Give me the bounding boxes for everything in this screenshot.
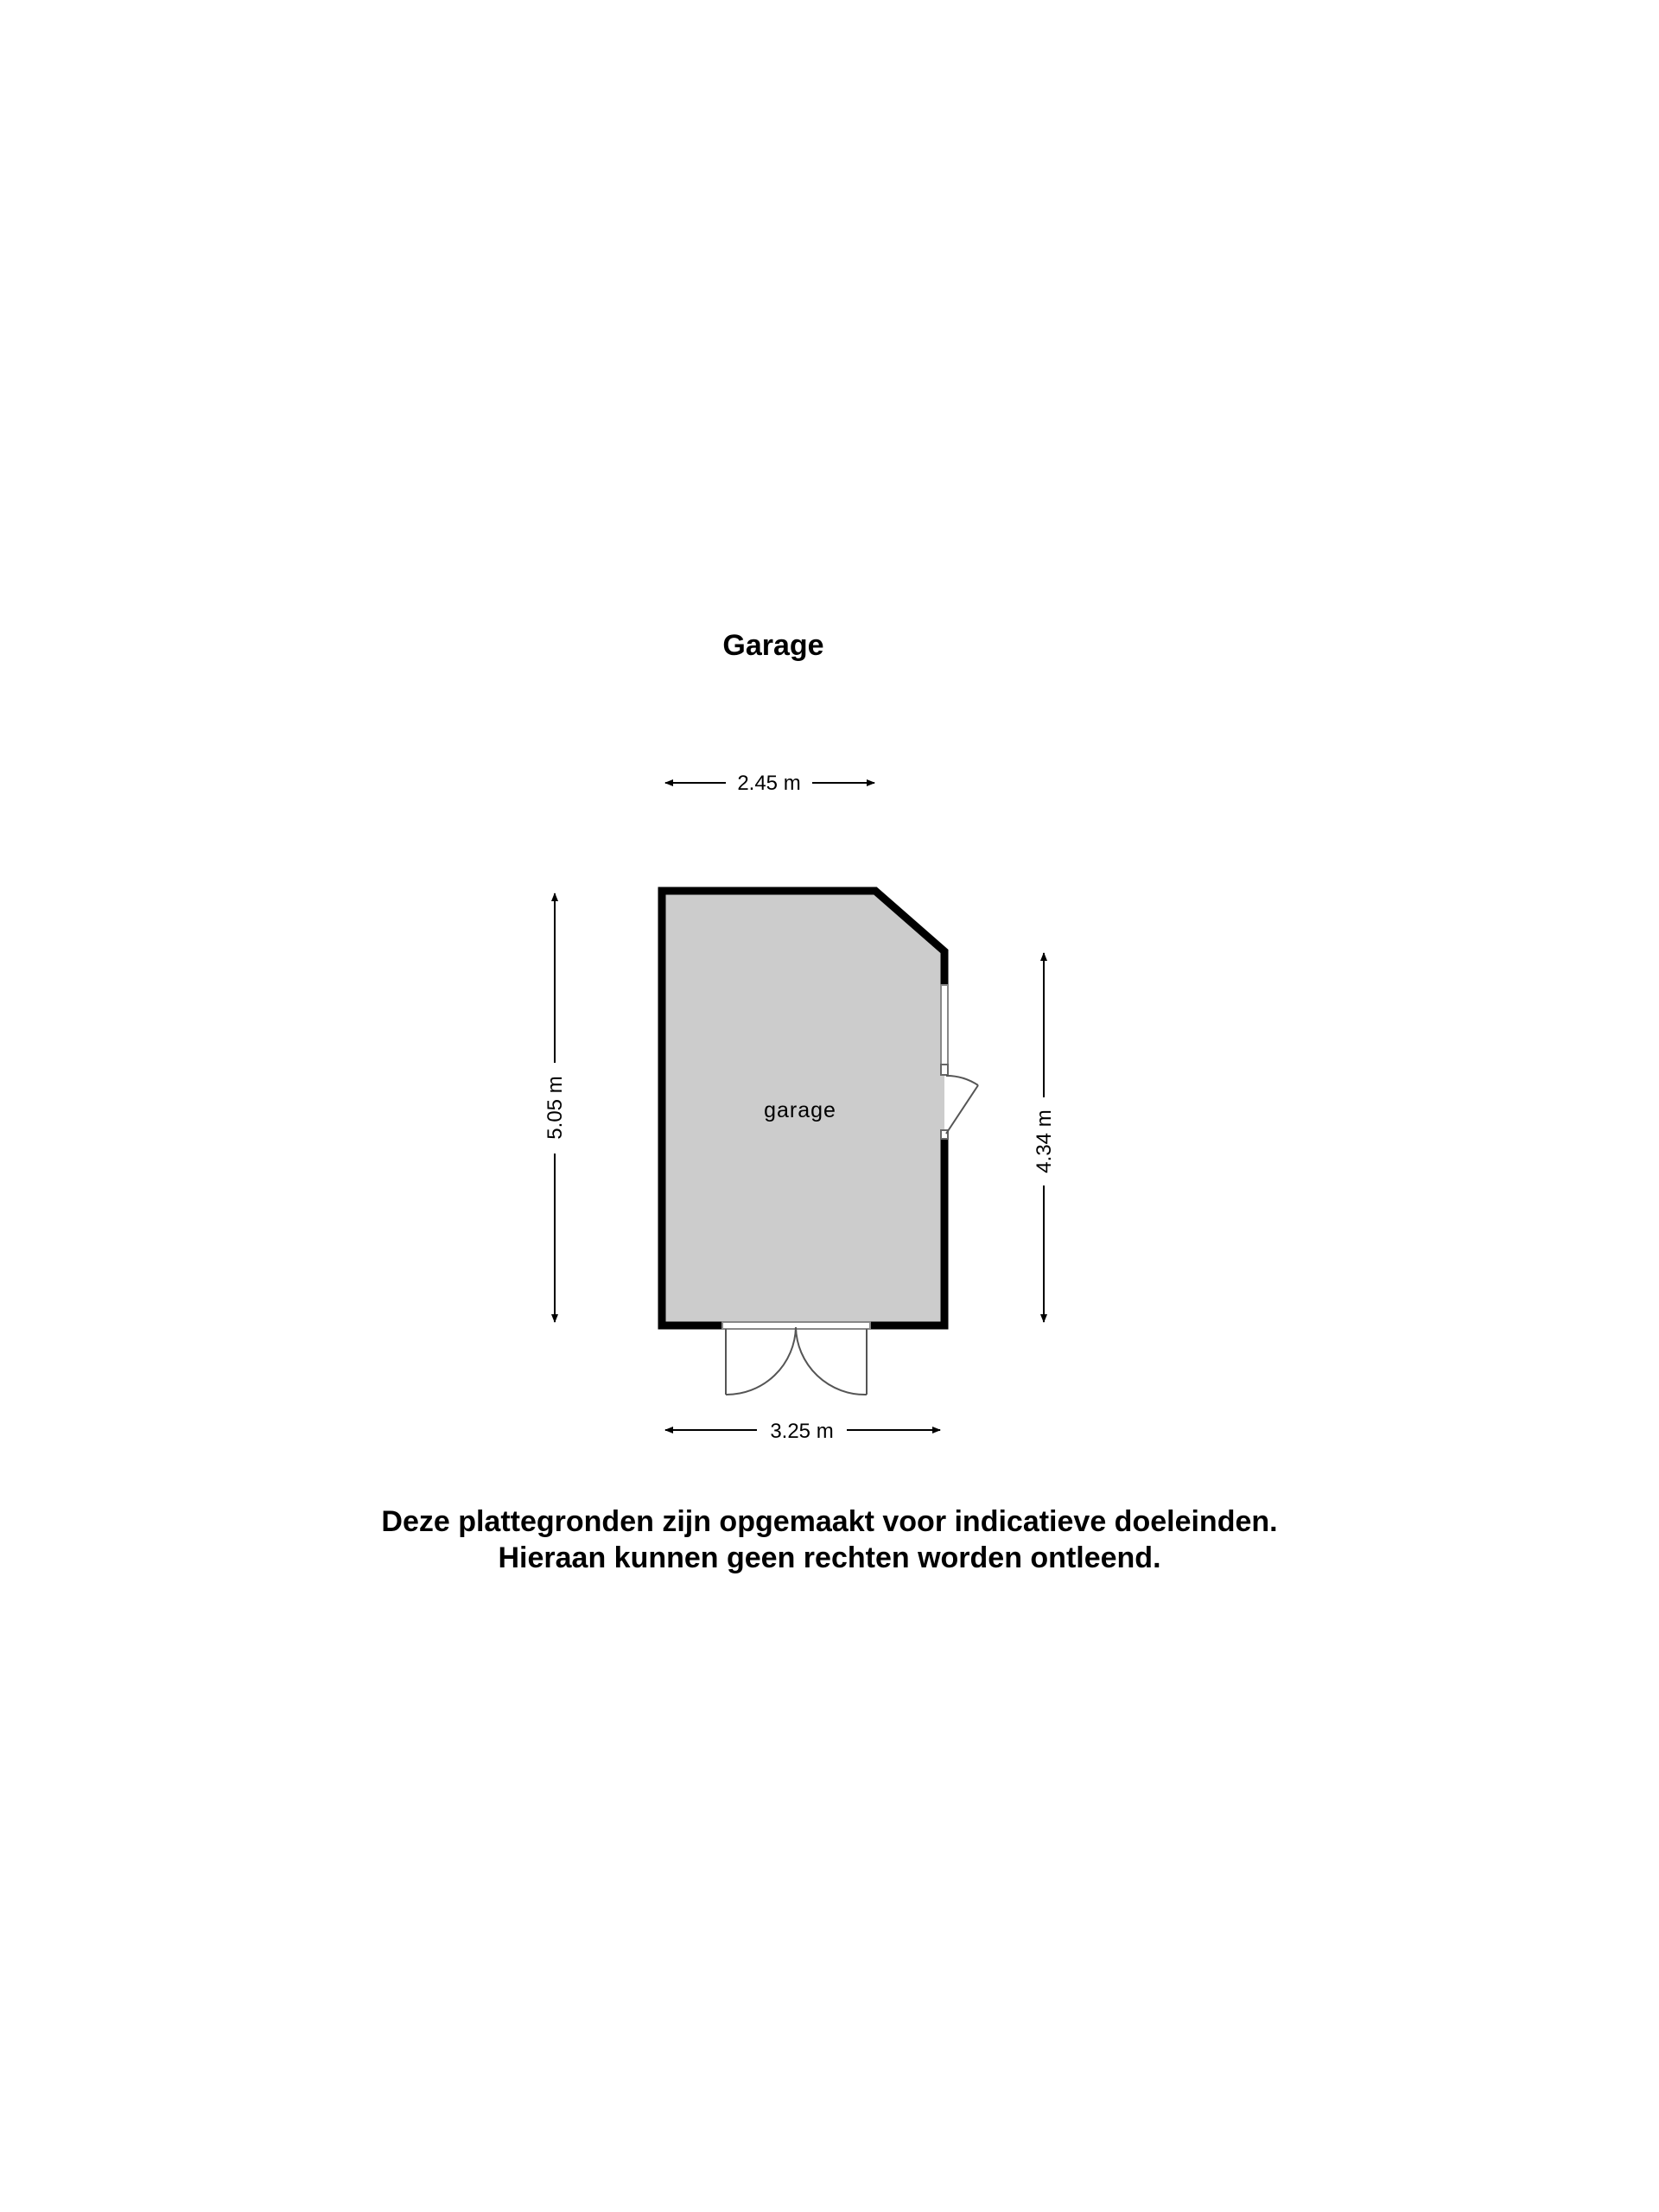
dim-label-bottom: 3.25 m <box>770 1420 834 1443</box>
dim-label-right: 4.34 m <box>1033 1109 1056 1173</box>
dim-label-top: 2.45 m <box>737 772 801 795</box>
disclaimer-line-2: Hieraan kunnen geen rechten worden ontleend. <box>498 1541 1161 1574</box>
disclaimer <box>225 1503 1434 1576</box>
plan-title: Garage <box>722 629 824 662</box>
room-label: garage <box>764 1098 836 1122</box>
disclaimer-line-1: Deze plattegronden zijn opgemaakt voor indicatieve doeleinden. <box>381 1505 1278 1538</box>
side-door <box>946 1076 978 1134</box>
front-double-door <box>722 1322 870 1395</box>
dim-label-left: 5.05 m <box>543 1076 567 1140</box>
